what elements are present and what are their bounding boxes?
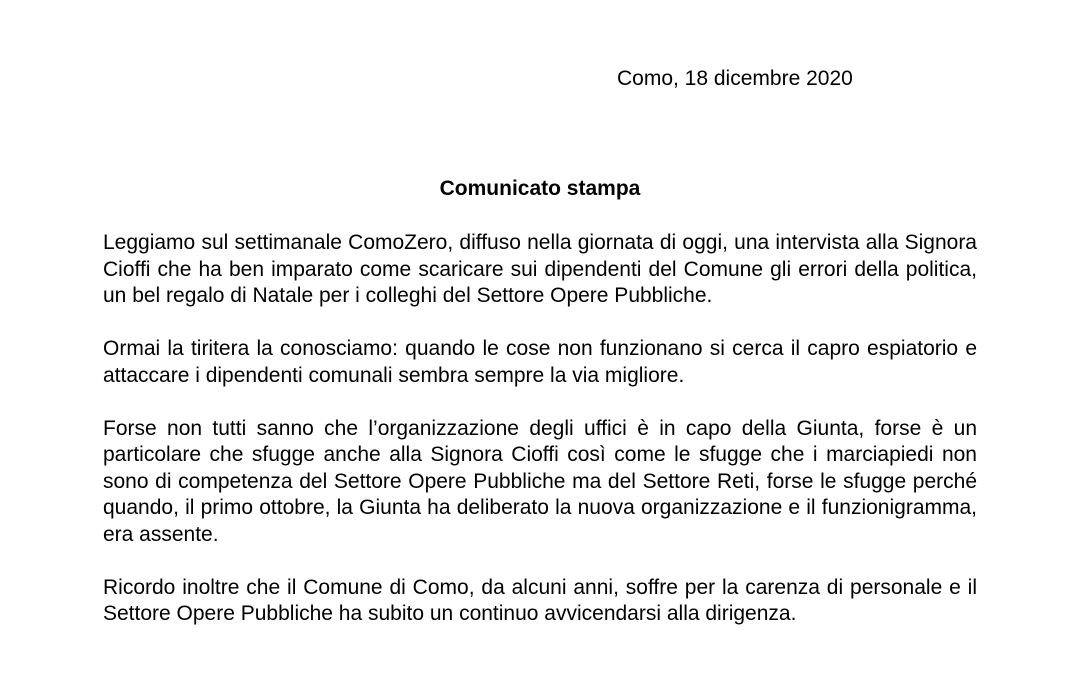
document-title: Comunicato stampa [439, 177, 641, 200]
paragraph-1: Leggiamo sul settimanale ComoZero, diffuso nella giornata di oggi, una intervista alla Signora Cioffi che ha ben imparato come scaricare sui dipendenti del Comune gli errori della politica, un bel regalo di Natale per i colleghi del Settore Opere Pubbliche. [103, 231, 977, 307]
date-line: Como, 18 dicembre 2020 [617, 67, 853, 90]
document-body [103, 230, 977, 628]
paragraph-3: Forse non tutti sanno che l’organizzazione degli uffici è in capo della Giunta, forse è un particolare che sfugge anche alla Signora Cioffi così come le sfugge che i marciapiedi non sono di competenza del Settore Opere Pubbliche ma del Settore Reti, forse le sfugge perché quando, il primo ottobre, la Giunta ha deliberato la nuova organizzazione e il funzionigramma, era assente. [103, 416, 977, 546]
paragraph-2: Ormai la tiritera la conosciamo: quando le cose non funzionano si cerca il capro espiatorio e attaccare i dipendenti comunali sembra sempre la via migliore. [103, 337, 977, 387]
paragraph-4: Ricordo inoltre che il Comune di Como, da alcuni anni, soffre per la carenza di personale e il Settore Opere Pubbliche ha subito un continuo avvicendarsi alla dirigenza. [103, 575, 977, 625]
